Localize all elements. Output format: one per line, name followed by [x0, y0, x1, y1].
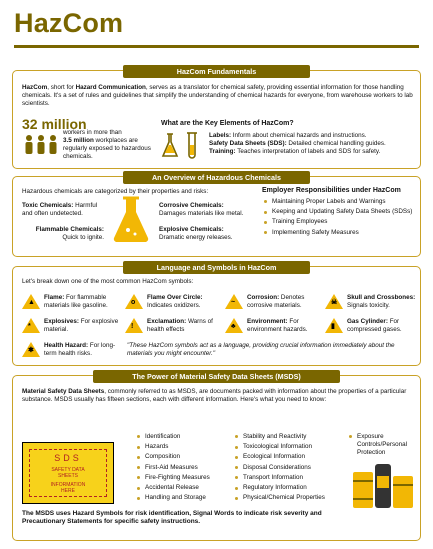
list-item: Identification: [137, 433, 237, 441]
gas-cylinder-icon: ▮: [325, 318, 343, 333]
flask-icon: [111, 195, 151, 245]
list-item: Transport Information: [235, 474, 345, 482]
list-item: Regulatory Information: [235, 484, 345, 492]
flammable-chemicals: Flammable Chemicals: Quick to ignite.: [35, 226, 104, 242]
sds-binder-icon: SDS SAFETY DATA SHEETS INFORMATION HERE: [22, 442, 114, 504]
symbols-quote: "These HazCom symbols act as a language, providing crucial information immediately about the materials you might encounter.": [127, 342, 395, 358]
symbols-intro: Let's break down one of the most common HazCom symbols:: [22, 278, 194, 285]
skull-icon: ☠: [325, 294, 343, 309]
employer-responsibilities-list: [264, 198, 416, 239]
employer-responsibilities-title: Employer Responsibilities under HazCom: [262, 187, 401, 194]
key-elements-title: What are the Key Elements of HazCom?: [161, 120, 294, 127]
list-item: Stability and Reactivity: [235, 433, 345, 441]
msds-footer: The MSDS uses Hazard Symbols for risk identification, Signal Words to indicate risk severity and Precautionary Statements for specific safety instructions.: [22, 510, 322, 526]
msds-sections-col2: [235, 433, 345, 505]
msds-sections-col1: [137, 433, 237, 505]
health-hazard-icon: ✱: [22, 342, 40, 357]
chemical-barrels-icon: [351, 458, 415, 510]
title-rule: [14, 45, 419, 48]
flame-icon: ▲: [22, 294, 40, 309]
list-item: Exposure Controls/Personal Protection: [349, 433, 417, 457]
list-item: Composition: [137, 453, 237, 461]
section-hazardous-chemicals: [12, 173, 421, 257]
section-fundamentals: [12, 67, 421, 169]
list-item: Handling and Storage: [137, 494, 237, 502]
workers-icon: [23, 133, 59, 157]
list-item: Toxicological Information: [235, 443, 345, 451]
corrosion-icon: ~: [225, 294, 243, 309]
list-item: Hazards: [137, 443, 237, 451]
list-item: Disposal Considerations: [235, 464, 345, 472]
key-elements-list: [209, 132, 419, 156]
list-item: Training Employees: [264, 218, 416, 226]
list-item: Maintaining Proper Labels and Warnings: [264, 198, 416, 206]
stat-text: workers in more than 3.5 million workplaces are regularly exposed to hazardous chemicals.: [63, 129, 151, 161]
toxic-chemicals: Toxic Chemicals: Harmful and often undetected.: [22, 202, 98, 218]
fundamentals-intro: HazCom, short for Hazard Communication, serves as a translator for chemical safety, providing essential information for those handling chemicals. It's a set of rules and guidelines that simplify the understanding of chemical hazards for everyone, from warehouse workers to lab scientists.: [22, 84, 413, 108]
sds-element: Safety Data Sheets (SDS): Detailed chemical handling guides.: [209, 140, 386, 148]
explosive-chemicals: Explosive Chemicals: Dramatic energy releases.: [159, 226, 233, 242]
list-item: Ecological Information: [235, 453, 345, 461]
corrosive-chemicals: Corrosive Chemicals: Damages materials like metal.: [159, 202, 244, 218]
chemicals-intro: Hazardous chemicals are categorized by their properties and risks:: [22, 188, 209, 195]
msds-intro: Material Safety Data Sheets, commonly referred to as MSDS, are documents packed with information about the properties of a particular substance. MSDS usually has fifteen sections, each with different information. Here's what you need to know:: [22, 388, 407, 404]
list-item: Implementing Safety Measures: [264, 229, 416, 237]
lab-flask-icon: [161, 131, 205, 161]
flame-over-circle-icon: o: [125, 294, 143, 309]
section-header: Language and Symbols in HazCom: [123, 261, 310, 274]
section-symbols: Language and Symbols in HazCom Let's break down one of the most common HazCom symbols: ▲ Flame: For flammable materials like gasoline. o Flame Over Circle: Indicates oxidizers. ~ Corrosion: Denotes corrosive materials. ☠ Skull and Crossbones: Signals toxicity. * Explosives: For explosive material. ! Exclamation: Warns of health effects ♣ Environment: For environment hazards. ▮ Gas Cylinder: For compressed gases. ✱ Health Hazard: For long-term health risks. "These HazCom symbols act as a language, providing crucial information immediately about the materials you might encounter.": [12, 266, 421, 366]
page-title: HazCom: [14, 8, 124, 38]
list-item: Physical/Chemical Properties: [235, 494, 345, 502]
exclamation-icon: !: [125, 318, 143, 333]
msds-sections-col3: [349, 433, 417, 459]
environment-icon: ♣: [225, 318, 243, 333]
list-item: Fire-Fighting Measures: [137, 474, 237, 482]
section-header: An Overview of Hazardous Chemicals: [123, 171, 310, 184]
explosives-icon: *: [22, 318, 40, 333]
stat-number: 32 million: [22, 116, 87, 132]
list-item: Keeping and Updating Safety Data Sheets (SDSs): [264, 208, 416, 216]
labels-element: Labels: Inform about chemical hazards and instructions.: [209, 132, 367, 139]
section-header: The Power of Material Safety Data Sheets (MSDS): [93, 370, 340, 383]
training-element: Training: Teaches interpretation of labels and SDS for safety.: [209, 148, 381, 156]
list-item: Accidental Release: [137, 484, 237, 492]
list-item: First-Aid Measures: [137, 464, 237, 472]
section-header: HazCom Fundamentals: [123, 65, 310, 78]
